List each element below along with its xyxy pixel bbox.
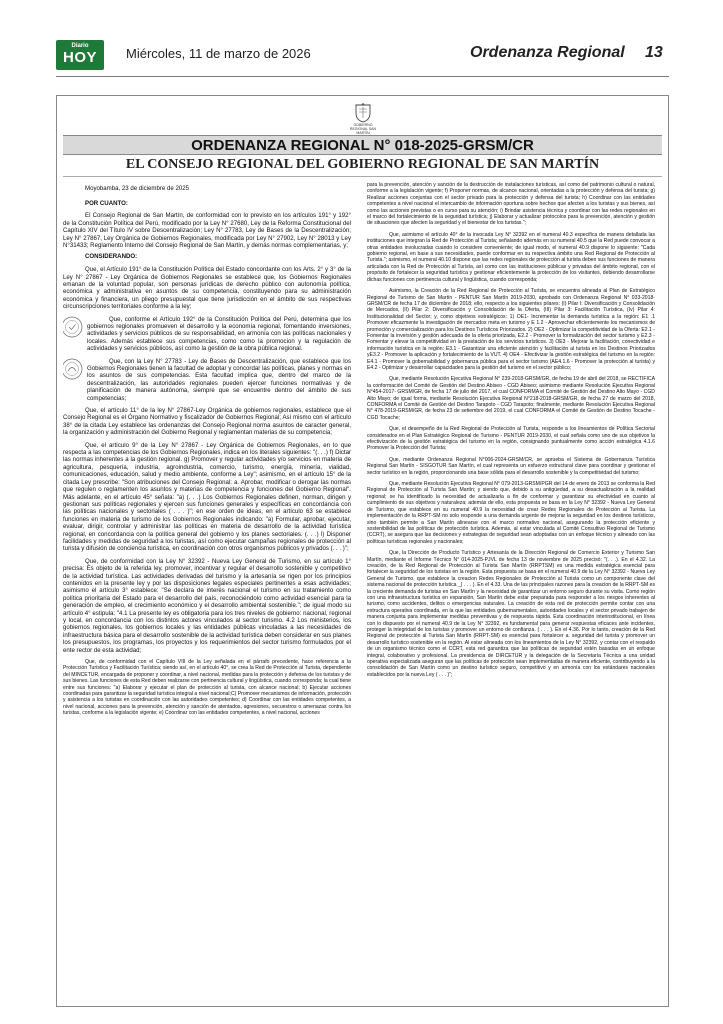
paragraph: Que, mediante Resolución Ejecutiva Regional N° 239-2018-GRSM/GR, de fecha 19 de abril del 2018, se RECTIFICA la conformación del Comité de Gestión del Destino Abiseo - CGD Abiseo; asimismo mediante Resolución Ejecutiva Regional N°454-2017- GRSM/GR, de fecha 17 de julio del 2017, el cual CONFORMA el Comité de Gestión del Destino Alto Mayo - CGD Alto Mayo; de igual forma, mediante Resolución Ejecutiva Regional N°218-2018-GRSM/GR, de fecha 27 de marzo del 2018, CONFORMA el Comité de Gestión del Destino Tarapoto - CGD Tarapoto; finalmente, mediante Resolución Ejecutiva Regional N° 478-2019-GRSM/GR, de fecha 23 de setiembre del 2019, el cual CONFORMA el Comité de Gestión de Destino Tocache - CGD Tocache; [367, 376, 655, 421]
newspaper-header [0, 0, 723, 80]
paragraph: Asimismo, la Creación de la Red Regional de Protección al Turista, se encuentra alineada al Plan de Estratégico Regional de Turismo de San Martín - PENTUR San Martín 2019-2030, aprobado con Ordenanza Regional N° 033-2018-GRSM/CR de fecha 17 de diciembre de 2018; ello, respecto a los siguientes pilares: (I) Pilar I: Diversificación y Consolidación de Mercados, (II) Pilar 2: Diversificación y Consolidación de la Oferta, (III) Pilar 3: Facilitación Turística, (Iv) Pilar 4: Institucionalidad del Sector; y, como objetivos estratégicos: 1) OE1- Incrementar la demanda turística a la región: E1 .1 Promover eficazmente la investigación de mercados meta en turismo y E 1.2 - Aprovechar eficientemente los mecanismos de promoción y comercialización para los Destinos Turísticos Priorizados. 2) OE2 - Optimizar la competitividad de la Oferta: E2.1 - Fomentar la inversión y gestión adecuada de la oferta priorizada, E2.2 - Promover la formalización del sector turismo y E2.3 - Fomentar y elevar la competitividad en la prestación de los servicios turísticos. 3) OE3 - Mejorar la facilitación, conectividad e información turística en la región: E3.1 - Garantizar una eficiente atención y facilitación al turista en los Destinos Priorizados yE3.2 - Promover la aplicación y fortalecimiento de la VUT. 4) OE4 - Efectivizar la gestión estratégica del turismo en la región: E4.1 - Promover la gobernabilidad y gobernanza pública para el sector turismo (AE4.1.6 - Promover la protección al turista) y E4.2 - Optimizar y desarrollar capacidades para la gestión del turismo en el sector público; [367, 288, 655, 371]
seal-paragraph [63, 358, 351, 402]
paragraph: Que, de conformidad con el Capítulo VIII de la Ley señalada en el párrafo precedente, hace referencia a la Protección Turística y Facilitación Turística; siendo así, en el artículo 40°, se crea la Red de Protección al Turista, dependiente del MINCETUR, encargada de proponer y coordinar, a nivel nacional, medidas para la protección y defensa de los turistas y de sus bienes. Las funciones de esta Red deben realizarse con pertinencia cultural y lingüística, cuando corresponda; la cual tiene entre sus funciones: "a) Elaborar y ejecutar el plan de protección al turista, con alcance nacional; b) Ejecutar acciones coordinadas para garantizar la seguridad turística integral a nivel nacional;C) Promover mecanismos de información, protección y asistencia a los turistas en coordinación con las autoridades competentes; d) Coordinar con las entidades competentes, a nivel nacional, acciones para la prevención, atención y sanción de atentados, agresiones, secuestros o amenazas contra los turistas, conforme a la legislación vigente; e) Coordinar con las entidades competentes, a nivel nacional, acciones [63, 659, 351, 717]
paragraph: Que, el artículo 9° de la Ley N° 27867 - Ley Orgánica de Gobiernos Regionales, en lo que respecta a las competencias de los Gobiernos Regionales, indica en los literales siguientes: "(. . .) f) Dictar las normas inherentes a la gestión regional. g) Promover y regular actividades y/o servicios en materia de agricultura, pesquería, industria, agroindustria, comercio, turismo, energía, minería, vialidad, comunicaciones, educación, salud y medio ambiente, conforme a Ley"; asimismo, en el artículo 15° de la citada Ley prescribe: "Son atribuciones del Consejo Regional: a. Aprobar, modificar o derogar las normas que regulen o reglamenten los asuntos y materias de competencia y funciones del Gobierno Regional". Más adelante, en el artículo 45° señala: "a) (. . .) Los Gobiernos Regionales definen, norman, dirigen y gestionan sus políticas regionales y ejercen sus funciones generales y específicas en concordancia con las políticas nacionales y sectoriales ( . . . )"; en ese orden de ideas, en el artículo 63 se establece funciones en materia de turismo de los Gobiernos Regionales indicando: "a) Formular, aprobar, ejecutar, evaluar, dirigir, controlar y administrar las políticas en materia de desarrollo de la actividad turística regional, en concordancia con la política general del gobierno y los planes sectoriales. (. . .) l) Disponer facilidades y medidas de seguridad a los turistas, así como ejecutar campañas regionales de protección al turista y difusión de conciencia turística, en coordinación con otros organismos públicos y privados (. . . )"; [63, 441, 351, 553]
paragraph: Que, conforme el Artículo 192° de la Constitución Política del Perú, determina que los gobiernos regionales promueven el desarrollo y la economía regional, fomentando inversiones, actividades y servicios públicos de su responsabilidad, en armonía con las políticas nacionales y locales. Además establece sus competencias, como como la promocion y la regulación de actividades y servicios públicos, así como la gestión de la obra pública regional. [87, 315, 351, 353]
paragraph: Que, mediante Resolución Ejecutiva Regional N° 079-2013-GRSM/PGR del 14 de enero de 2013 se conforma la Red Regional de Protección al Turista San Martín; y siendo que, debido a su antigüedad, a su desactualización a la realidad regional; se ha identificado la necesidad de actualizarla a fin de conformar y garantizar su efectividad en cuanto al cumplimiento de sus objetivos y naturaleza; además de ello, esta propuesta se basa en la Ley N° 32392 - Nueva Ley General de Turismo, que establece en su numeral 40.9 la necesidad de crear Redes Regionales de Protección al Turista. La implementación de la RRPT-SM no solo responde a una demanda urgente de mejorar la seguridad en los destinos turísticos, sino también permite a San Martín alinearse con el marco normativo nacional, asegurando la protección eficiente y sostenibilidad de las políticas de protección turística. Además, al estar vinculada al Comité Consultivo Regional de Turismo (CCRT), se asegura que las decisiones y estrategias de seguridad sean adoptadas con un enfoque técnico y alineado con las políticas turísticas regionales y nacionales; [367, 481, 655, 545]
paragraph: Que, la Dirección de Producto Turístico y Artesanía de la Dirección Regional de Comercio Exterior y Turismo San Martín, mediante el Informe Técnico N° 014-2025-PJVL de fecha 13 de noviembre de 2025 precisó: "(. . .). En el 4.32. La creación, de la Red Regional de Protección al Turista San Martín (RRPTSM) es una medida estratégica esencial para fortalecer la seguridad de los turistas en la región. Esta propuesta se basa en el numeral 40.9 de la Ley N° 32392 - Nueva Ley General de Turismo, que establece la creacion Redes Regionales de Protección al Turista como un componente clave del sistema nacional de protección turística _( . . . ). En el 4.33. Una de las principales razones para la creacion de la RRPT-SM es la creciente demanda de turistas en San Martín y la necesidad de garantizar un entorno seguro durante su visita. Como región con una infraestructura turística en expansión, San Martín debe estar preparada para responder a los riesgos inherentes al turismo, como accidentes, delitos o emergencias naturales. La creación de esta red de protección permite contar con una estructura operativa coordinada, en la que las entidades gubernamentales, autoridades locales y el sector privado trabajen de manera conjunta para implementar medidas preventivas y de respuesta rápida. Esta coordinación interinstitucional, en línea con lo dispuesto por el numeral 40.9 de la Ley N° 32392, es fundamental para generar respuestas eficaces ante incidentes, proteger la integridad de los turistas y promover un entorno de confianza. ( . . . ). En el 4.36. Por lo tanto, creación de la Red Regional de protección al Turista San Martín (RRPT-SM) es esencial para fortalecer a. seguridad del turista y promover un desarrollo turístico sostenible en la región. Al estar alineada con los lineamientos de la Ley N° 32392, y contar con el respaldo de un organismo técnico como el CCRT, esta red garantiza que las políticas de seguridad estén basadas en un enfoque integral, colaborativo y profesional. La presidencia de DIRCETUR y la delegación de la Secretaría Técnica a una unidad operativa especializada aseguran que las políticas de protección sean implementadas de manera eficiente, contribuyendo a la consolidación de San Martín como un destino turístico seguro, competitivo y en armonía con los estándares nacionales establecidos por la nueva Ley ( . . . )"; [367, 550, 655, 678]
ordinance-title: ORDENANZA REGIONAL N° 018-2025-GRSM/CR [63, 135, 662, 155]
paragraph: Que, el artículo 11° de la ley N° 27867-Ley Orgánica de gobiernos regionales, establece que el Consejo Regional es el Órgano Normativo y fiscalizador de Gobiernos Regional; Así mismo con el artículo 38° de la citada Ley establece las ordenanzas del Consejo Regional norma asuntos de caracter general, la organización y administración del Gobierno Regional y reglamentan materias de su competencia; [63, 407, 351, 437]
coat-of-arms-icon [354, 103, 372, 123]
paragraph: para la prevención, atención y sanción de la destrucción de instalaciones turísticas, así como del patrimonio cultural o natural, conforme a la legislación vigente; f) Proponer normas, de alcance nacional, orientadas a la protección y defensa del turista; g) Realizar acciones conjuntas con el sector privado para la protección y defensa del turista; h) Coordinar con las entidades competentes a nivel nacional el intercambio de información oportuna sobre hechos que afecten a los turistas y sus bienes, así como las acciones previstas o en curso para su atención; i) Brindar asistencia técnica y coordinar con las redes regionales en el marco del fortalecimiento de la seguridad turística; j) Elaborar y actualizar protocolos para la prevención, atención y gestión de situaciones que afecten la seguridad y el bienestar de los turistas."; [367, 182, 655, 227]
left-column [63, 182, 351, 998]
diario-hoy-logo[interactable] [56, 40, 104, 70]
dateline: Moyobamba, 23 de diciembre de 2025 [85, 185, 189, 192]
ordinance-document [56, 95, 669, 1007]
heading-por-cuanto: POR CUANTO: [85, 199, 128, 207]
ordinance-subtitle: EL CONSEJO REGIONAL DEL GOBIERNO REGIONAL DE SAN MARTÍN [125, 157, 600, 172]
paragraph: Que, el Artículo 191° de la Constitución Política del Estado concordante con los Arts. 2° y 3° de la Ley N° 27867 - Ley Orgánica de Gobiernos Regionales se establece que, los Gobiernos Regionales emanan de la voluntad popular, son personas jurídicas de derecho público con autonomía política, económica y administrativa en asuntos de su competencia, constituyendo para su administración económica y financiera, un pliego presupuestal que tiene jurisdicción en el ámbito de sus respectivas circunscripciones territoriales conforme a la ley; [63, 266, 351, 311]
emblem-caption: GOBIERNO REGIONAL SAN MARTÍN [349, 123, 377, 135]
header-rule [56, 76, 669, 77]
paragraph: Que, asimismo el artículo 40° de la invocada Ley N° 32392 en el numeral 40.3 especifica de manera detallada las instituciones que integran la Red de Protección al Turista; señalando además en su numeral 40.5 que la Red puede convocar a otras entidades involucradas cuando lo considere conveniente; de igual modo, el numeral 40.9 dispone lo siguiente: "Cada gobierno regional, en base a sus necesidades, puede conformar en su respectiva ámbito una Red Regional de Protección al Turista."; asimismo, el numeral 40.10 dispone que las redes regionales de protección al turista deben sus funciones de manera articulada con la Red de Protección al Turista, así como con las instituciones públicas y privadas del ámbito regional, con el propósito de fortalecer la seguridad turística y gestionar eficientemente la protección de los visitantes, debiendo desarrollarse dichas funciones con pertinencia cultural y lingüística, cuando corresponda; [367, 231, 655, 283]
regional-emblem [348, 103, 378, 135]
right-column [367, 182, 655, 998]
paragraph: Que, el desempeño de la Red Regional de Protección al Turista, responde a los lineamientos de Política Sectorial considerados en el Plan Estratégico Regional de Turismo - PENTUR 2019-2030, el cual señala como uno de sus objetivos la efectivización de la gestión estratégica del turismo en la región, consignando puntualmente como acción estratégica 4.1.6 Promover la Protección del Turista; [367, 426, 655, 452]
official-seal-icon [63, 358, 83, 380]
official-seal-icon [63, 316, 83, 338]
section-title: Ordenanza Regional [470, 44, 625, 61]
seal-paragraph [63, 316, 351, 353]
logo-small-text: Diario [71, 43, 89, 49]
paragraph: Que, de conformidad con la Ley N° 32392 - Nueva Ley General de Turismo, en su artículo 1° precisa: Es objeto de la referida ley, promover, incentivar y regular el desarrollo sostenible y competitivo de la actividad turística. Las actividades derivadas del turismo y la artesanía se rigen por los principios contenidos en la presente ley y por las disposiciones legales especiales pertinentes a esas actividades; asimismo el artículo 3° establece: "Se declara de interés nacional el turismo en su tratamiento como política prioritaria del Estado para el desarrollo del país, reconociéndolo como actividad esencial para la generación de empleo, el crecimiento económico y el desarrollo ambiental sostenible."; de igual modo su artículo 4° estipula: "4.1 La presente ley es obligatoria para los tres niveles de gobierno: nacional, regional y local, en concordancia con los distintos actores vinculados al sector turismo. 4.2 Los ministerios, los gobiernos regionales, los gobiernos locales y las entidades públicas vinculadas a las necesidades de infraestructura básica para el desarrollo sostenible de la actividad turística deben considerar en sus planes los presupuestos, los programas, los proyectos y los requerimientos del sector turismo formulados por el ente rector de esta actividad; [63, 557, 351, 654]
paragraph: Que, con la Ley N° 27783 - Ley de Bases de Descentralización, que establece que los Gobiernos Regionales tienen la facultad de adoptar y concordar las políticas, planes y normas en los asuntos de sus competencias. Esta facultad implica que, dentro del marco de la descentralización, las autoridades regionales pueden ejercer funciones normativas y de planificación de manera autónoma, siempre que se encuentre dentro del ámbito de sus competencias; [87, 357, 351, 402]
title-separator [63, 176, 662, 177]
issue-date: Miércoles, 11 de marzo de 2026 [126, 46, 311, 61]
paragraph: El Consejo Regional de San Martín, de conformidad con lo previsto en los artículos 191° y 192° de la Constitución Política del Perú, modificado por la Ley N° 27680, Ley de la Reforma Constitucional del Capítulo XIV del Título IV sobre Descentralización; Ley N° 27783, Ley de Bases de la Descentralización; Ley N° 27867, Ley Orgánica de Gobiernos Regionales, modificada por Ley N° 27902, Ley N° 28013 y Ley N°31433; Reglamento Interno del Consejo Regional de San Martín, y demás normas complementarias, y; [63, 212, 351, 250]
page-number: 13 [645, 44, 663, 61]
paragraph: Que, mediante Ordenanza Regional N°006-2024-GRSM/CR, se aprueba el Sistema de Gobernanza Turística Regional San Martín - SISGOTUR San Martín, el cual representa un esfuerzo estructural clave para coordinar y gestionar el sector turístico en la región, proporcionando una base sólida para el desarrollo sostenible y la competitividad del turismo; [367, 456, 655, 476]
heading-considerando: CONSIDERANDO: [85, 253, 138, 261]
logo-main-text: HOY [62, 49, 97, 66]
